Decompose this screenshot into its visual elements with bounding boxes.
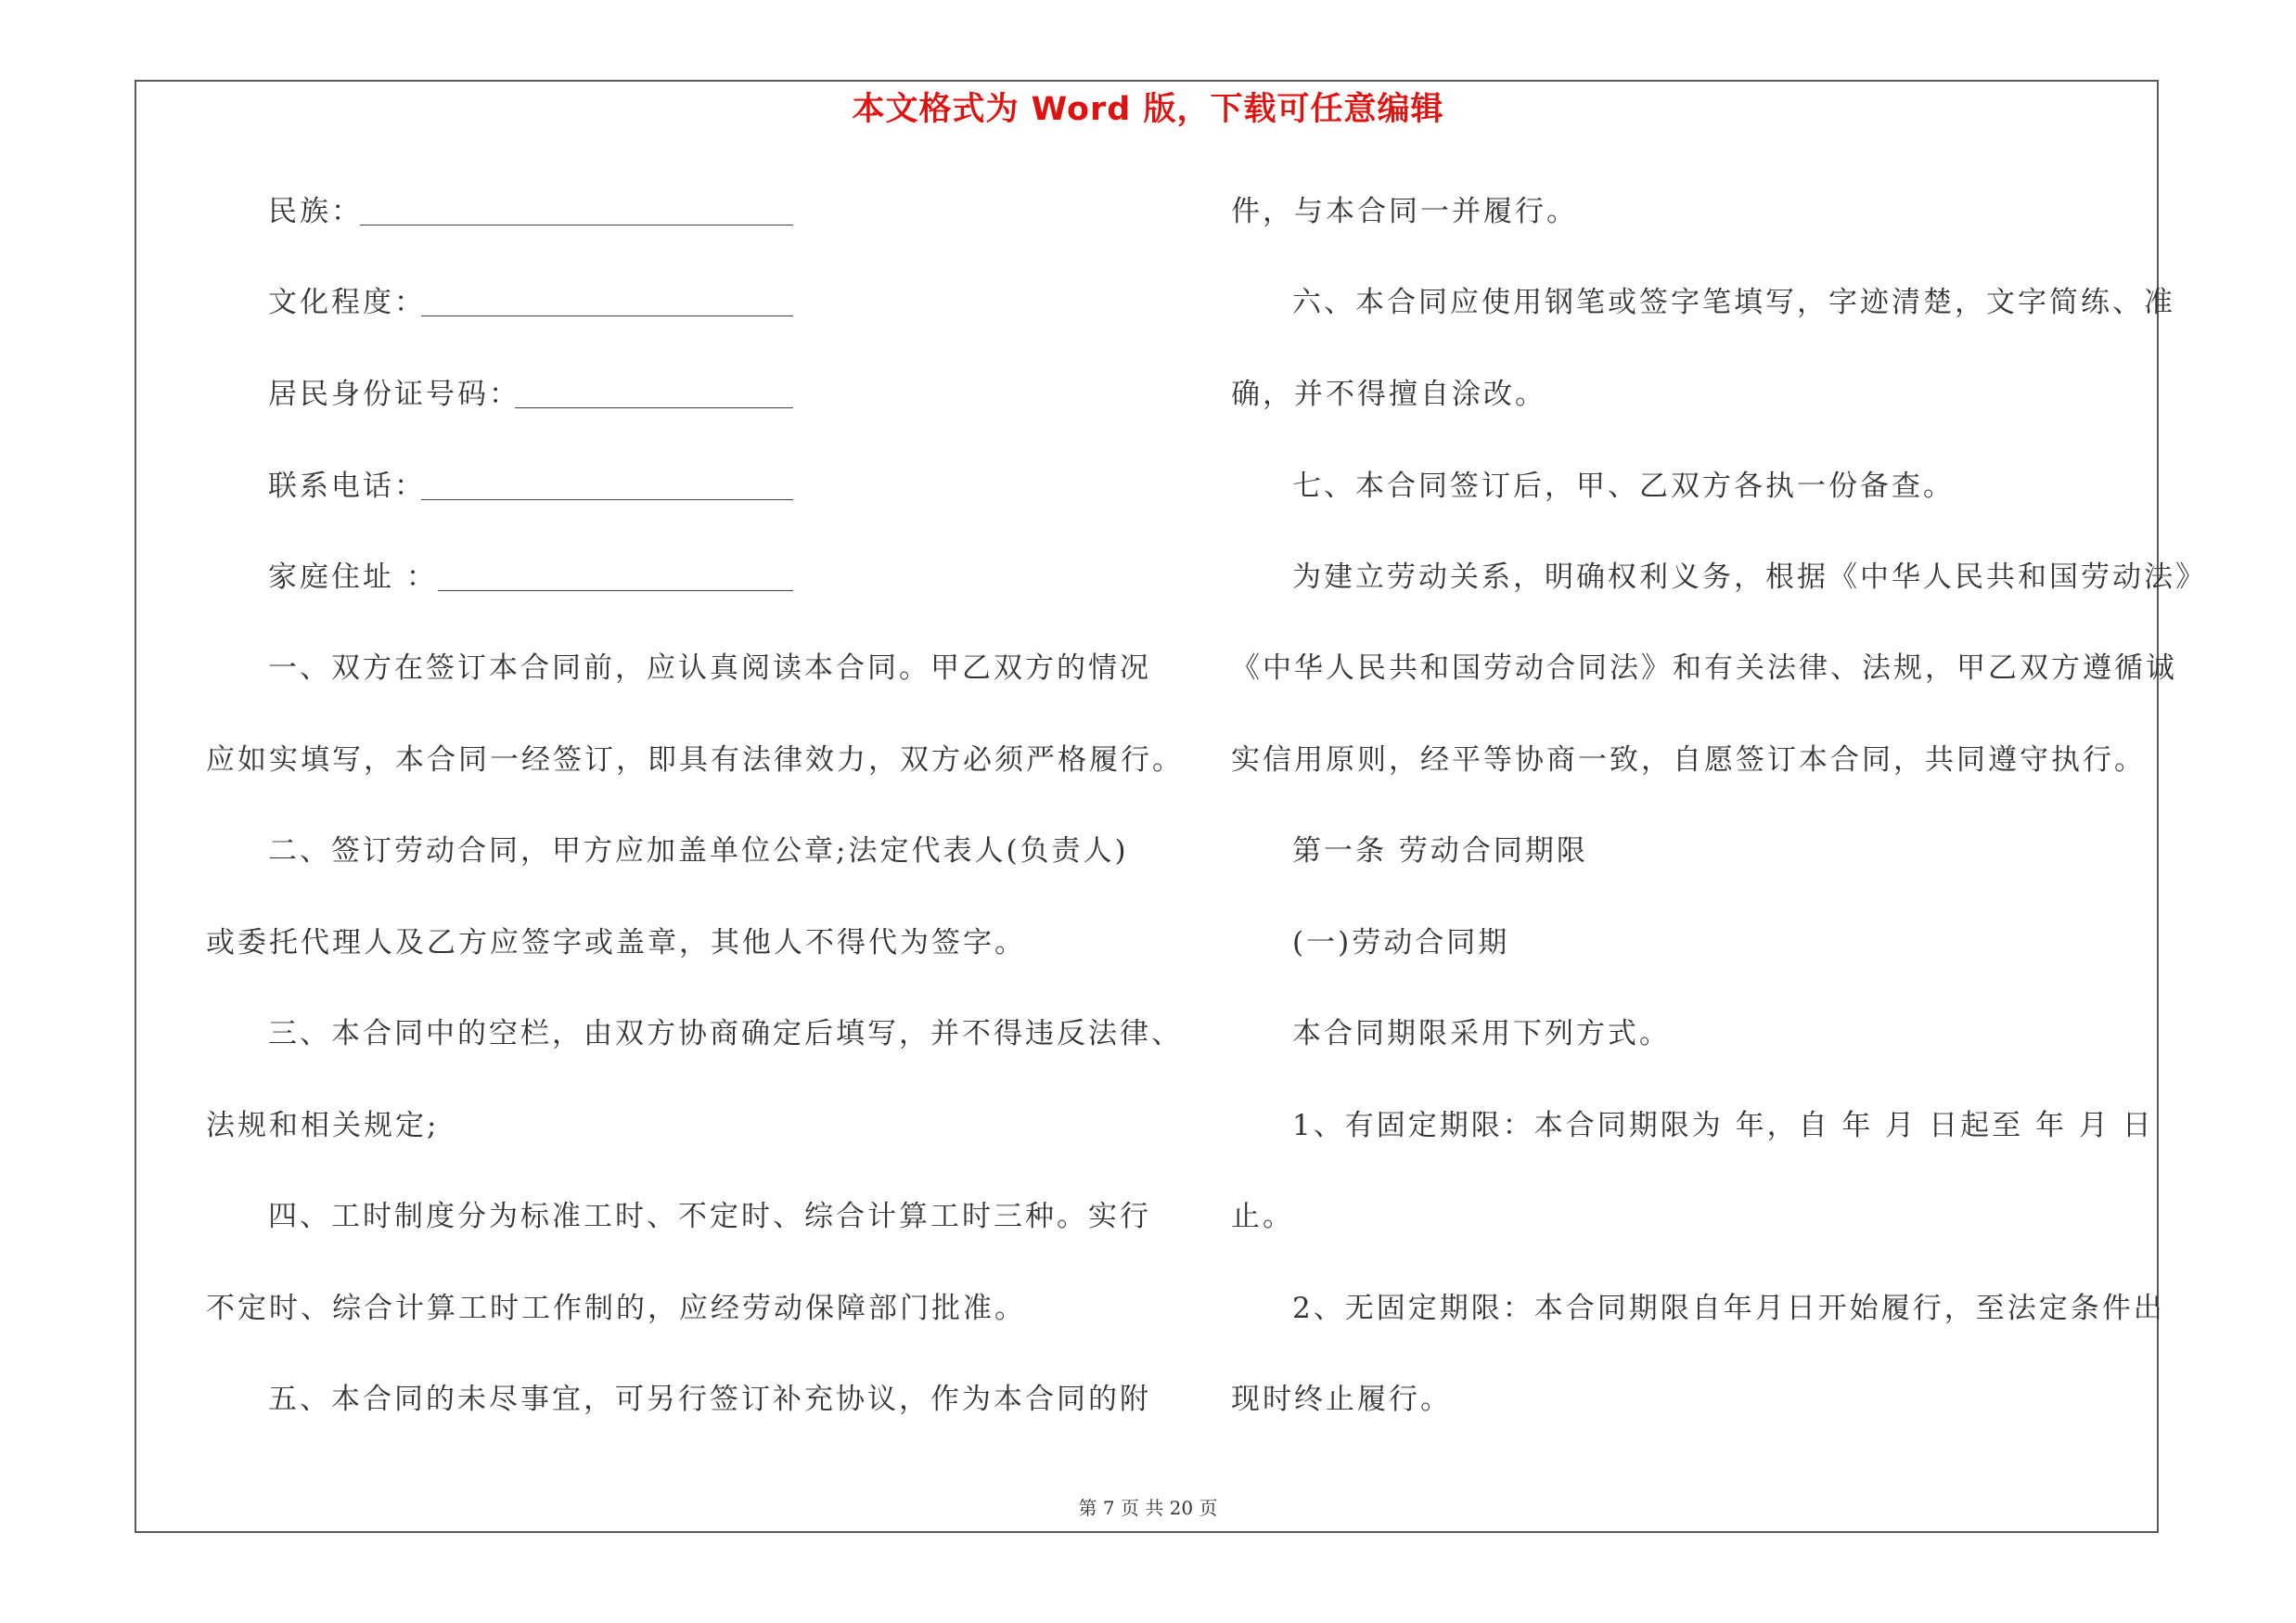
left-line-6: 法规和相关规定; [206,1109,440,1142]
field-label: 民族： [268,195,363,228]
page-indicator: 第 7 页 共 20 页 [1078,1497,1218,1519]
right-line-11: 1、有固定期限：本合同期限为 年，自 年 月 日起至 年 月 日 [1292,1109,2154,1142]
left-line-3: 二、签订劳动合同，甲方应加盖单位公章;法定代表人(负责人) [268,834,1129,868]
field-phone [268,468,426,505]
right-line-1: 件，与本合同一并履行。 [1231,195,1578,228]
right-line-13: 2、无固定期限：本合同期限自年月日开始履行，至法定条件出 [1292,1292,2165,1325]
field-education [268,284,426,321]
right-line-7: 实信用原则，经平等协商一致，自愿签订本合同，共同遵守执行。 [1231,743,2146,777]
left-line-2: 应如实填写，本合同一经签订，即具有法律效力，双方必须严格履行。 [206,743,1184,777]
blank-phone[interactable] [421,468,793,500]
blank-education[interactable] [421,284,793,316]
field-label: 文化程度： [268,286,426,319]
right-line-14: 现时终止履行。 [1231,1383,1452,1416]
article-1-heading: 第一条 劳动合同期限 [1292,834,1588,868]
right-line-5: 为建立劳动关系，明确权利义务，根据《中华人民共和国劳动法》 [1292,560,2207,594]
right-line-12: 止。 [1231,1200,1294,1233]
right-line-4: 七、本合同签订后，甲、乙双方各执一份备查。 [1292,470,1955,503]
left-line-1: 一、双方在签订本合同前，应认真阅读本合同。甲乙双方的情况 [268,651,1151,685]
field-id-number [268,376,520,413]
right-line-10: 本合同期限采用下列方式。 [1292,1017,1671,1050]
right-line-9: (一)劳动合同期 [1292,926,1510,960]
left-line-4: 或委托代理人及乙方应签字或盖章，其他人不得代为签字。 [206,926,1026,960]
right-line-3: 确，并不得擅自涂改。 [1231,378,1546,411]
left-line-9: 五、本合同的未尽事宜，可另行签订补充协议，作为本合同的附 [268,1383,1151,1416]
blank-address[interactable] [438,559,793,591]
blank-ethnicity[interactable] [360,193,793,225]
field-label: 联系电话： [268,470,426,503]
field-label: 居民身份证号码： [268,378,520,411]
field-address [268,559,438,596]
field-ethnicity [268,193,363,230]
right-line-6: 《中华人民共和国劳动合同法》和有关法律、法规，甲乙双方遵循诚 [1231,651,2177,685]
left-line-8: 不定时、综合计算工时工作制的，应经劳动保障部门批准。 [206,1292,1026,1325]
word-format-banner: 本文格式为 Word 版，下载可任意编辑 [852,91,1444,128]
left-line-5: 三、本合同中的空栏，由双方协商确定后填写，并不得违反法律、 [268,1017,1183,1050]
field-label: 家庭住址 ： [268,560,438,594]
left-line-7: 四、工时制度分为标准工时、不定时、综合计算工时三种。实行 [268,1200,1151,1233]
right-line-2: 六、本合同应使用钢笔或签字笔填写，字迹清楚，文字简练、准 [1292,286,2175,319]
blank-id-number[interactable] [515,376,793,408]
